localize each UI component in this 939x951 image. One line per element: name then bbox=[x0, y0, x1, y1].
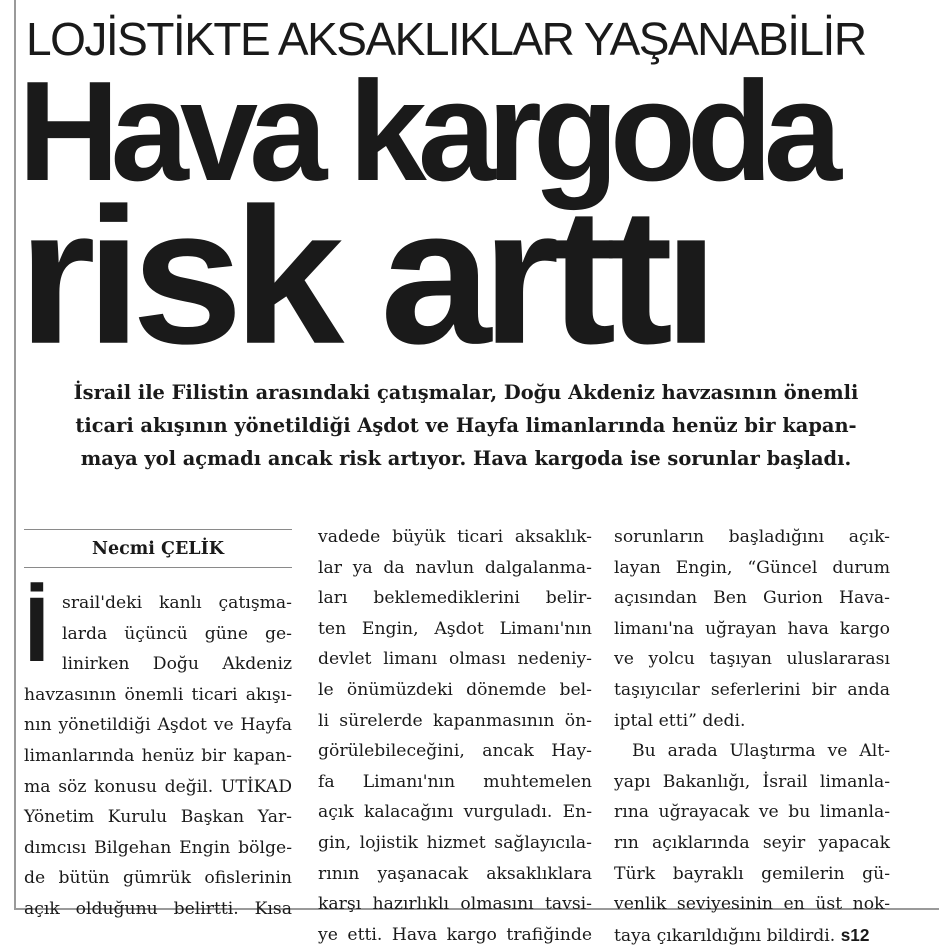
column-line: ye etti. Hava kargo trafiğinde bbox=[318, 924, 592, 945]
column-line: li sürelerde kapanmasının ön- bbox=[318, 710, 592, 731]
column-line: rının yaşanacak aksaklıklara bbox=[318, 863, 592, 884]
column-1 bbox=[24, 588, 292, 925]
column-line: rın açıklarında seyir yapacak bbox=[614, 832, 890, 853]
column-line: ları beklemediklerini belir- bbox=[318, 588, 592, 609]
column-line: rına uğrayacak ve bu limanla- bbox=[614, 802, 890, 823]
lead-line: maya yol açmadı ancak risk artıyor. Hava kargoda ise sorunlar başladı. bbox=[80, 447, 852, 470]
lead-line: ticari akışının yönetildiği Aşdot ve Hayfa limanlarında henüz bir kapan- bbox=[75, 414, 857, 437]
column-line: iptal etti” dedi. bbox=[614, 710, 746, 731]
column-2 bbox=[318, 522, 592, 950]
column-line: limanı'na uğrayan hava kargo bbox=[614, 618, 890, 639]
headline-line-1: Hava kargoda bbox=[18, 52, 834, 211]
column-line: de bütün gümrük ofislerinin bbox=[24, 868, 292, 889]
headline-line-2: risk arttı bbox=[18, 167, 709, 385]
column-line: ten Engin, Aşdot Limanı'nın bbox=[318, 618, 592, 639]
column-line: görülebileceğini, ancak Hay- bbox=[318, 741, 592, 762]
lead-line: İsrail ile Filistin arasındaki çatışmalar, Doğu Akdeniz havzasının önemli bbox=[73, 381, 859, 404]
column-line: ve yolcu taşıyan uluslararası bbox=[614, 649, 890, 670]
column-line: le önümüzdeki dönemde bel- bbox=[318, 679, 592, 700]
column-line: larda üçüncü güne ge- bbox=[62, 623, 292, 644]
column-line: venlik seviyesinin en üst nok- bbox=[614, 894, 890, 915]
column-line: dımcısı Bilgehan Engin bölge- bbox=[24, 837, 292, 858]
column-line: fa Limanı'nın muhtemelen bbox=[318, 771, 592, 792]
column-line: layan Engin, “Güncel durum bbox=[614, 557, 890, 578]
column-line: linirken Doğu Akdeniz bbox=[62, 654, 292, 675]
byline-top-rule bbox=[24, 529, 292, 530]
column-line: nın yönetildiği Aşdot ve Hayfa bbox=[24, 715, 292, 736]
column-line: havzasının önemli ticari akışı- bbox=[24, 684, 292, 705]
column-line: Türk bayraklı gemilerin gü- bbox=[614, 863, 890, 884]
column-line: gin, lojistik hizmet sağlayıcıla- bbox=[318, 832, 592, 853]
column-line: Yönetim Kurulu Başkan Yar- bbox=[24, 807, 292, 828]
page-jump-reference[interactable]: s12 bbox=[840, 924, 870, 945]
column-line: Bu arada Ulaştırma ve Alt- bbox=[632, 741, 890, 762]
column-3 bbox=[614, 522, 890, 950]
column-line-text: taya çıkarıldığını bildirdi. bbox=[614, 925, 836, 946]
column-line: açık kalacağını vurguladı. En- bbox=[318, 802, 592, 823]
left-column-rule bbox=[14, 0, 16, 910]
lead-paragraph bbox=[36, 376, 896, 475]
column-line: devlet limanı olması nedeniy- bbox=[318, 649, 592, 670]
column-line: açısından Ben Gurion Hava- bbox=[614, 588, 890, 609]
byline-bottom-rule bbox=[24, 567, 292, 568]
column-line: vadede büyük ticari aksaklık- bbox=[318, 527, 592, 547]
column-line: ma söz konusu değil. UTİKAD bbox=[24, 776, 292, 797]
column-line: taşıyıcılar seferlerini bir anda bbox=[614, 679, 890, 700]
dropcap: İ bbox=[24, 579, 50, 681]
column-line: lar ya da navlun dalgalanma- bbox=[318, 557, 592, 578]
column-line: yapı Bakanlığı, İsrail limanla- bbox=[614, 771, 890, 792]
column-line: açık olduğunu belirtti. Kısa bbox=[24, 898, 292, 919]
byline: Necmi ÇELİK bbox=[91, 539, 224, 559]
column-line: srail'deki kanlı çatışma- bbox=[62, 593, 292, 613]
column-last-line bbox=[614, 920, 890, 951]
kicker: LOJİSTİKTE AKSAKLIKLAR YAŞANABİLİR bbox=[26, 13, 866, 65]
column-line: sorunların başladığını açık- bbox=[614, 527, 890, 547]
column-line: limanlarında henüz bir kapan- bbox=[24, 745, 292, 766]
column-line: karşı hazırlıklı olmasını tavsi- bbox=[318, 894, 592, 915]
